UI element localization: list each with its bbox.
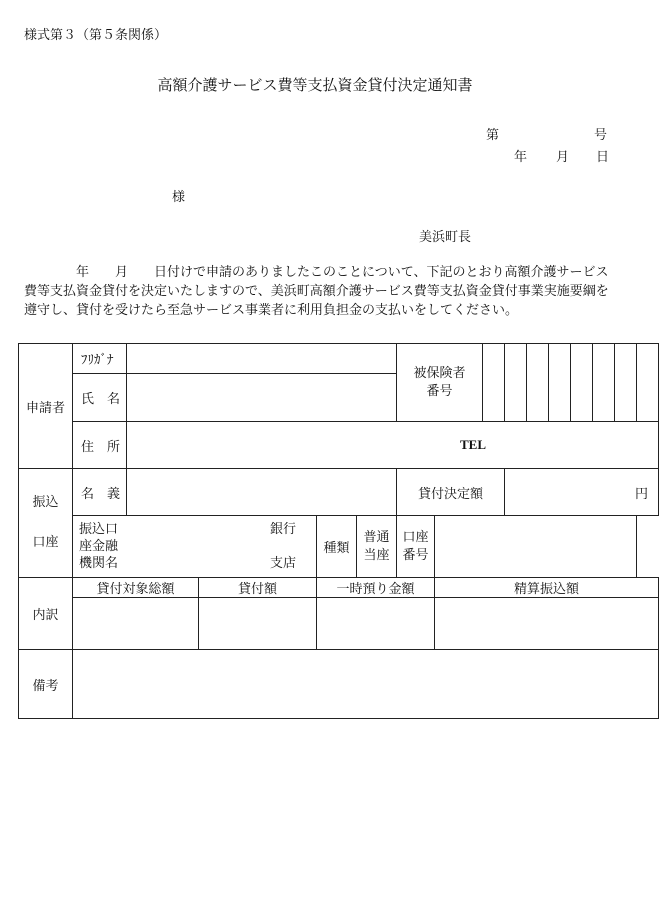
account-holder-field[interactable] <box>127 469 397 516</box>
notice-body: 年 月 日付けで申請のありましたこのことについて、下記のとおり高額介護サービス費等支払資金貸付を決定いたしますので、美浜町高額介護サービス費等支払資金貸付事業実施要綱を遵守し、貸付を受けたら至急サービス事業者に利用負担金の支払いをしてください。 <box>24 265 609 318</box>
furigana-label: ﾌﾘｶﾞﾅ <box>73 344 127 374</box>
col-deposit-header: 一時預り金額 <box>317 578 435 598</box>
insured-number-label: 被保険者 番号 <box>397 344 483 422</box>
insured-digit-5[interactable] <box>571 344 593 422</box>
document-title: 高額介護サービス費等支払資金貸付決定通知書 <box>157 76 473 94</box>
insured-digit-3[interactable] <box>527 344 549 422</box>
loan-decision-label: 貸付決定額 <box>397 469 505 516</box>
furigana-field[interactable] <box>127 344 397 374</box>
address-field[interactable] <box>127 422 659 469</box>
issuer: 美浜町長 <box>419 230 472 245</box>
addressee-suffix: 様 <box>172 190 186 205</box>
insured-digit-7[interactable] <box>615 344 637 422</box>
insured-digit-2[interactable] <box>505 344 527 422</box>
date-day: 日 <box>596 150 610 165</box>
loan-decision-amount[interactable] <box>505 469 659 516</box>
branch-suffix: 支店 <box>269 556 296 571</box>
form-number-label: 様式第３（第５条関係） <box>24 28 168 43</box>
number-prefix: 第 <box>486 128 500 143</box>
insured-digit-8[interactable] <box>637 344 659 422</box>
settlement-amount-field[interactable] <box>435 598 659 650</box>
date-month: 月 <box>556 150 570 165</box>
col-loan-header: 貸付額 <box>199 578 317 598</box>
account-number-label: 口座 番号 <box>397 516 435 578</box>
bank-name-field[interactable]: 振込口 銀行 座金融 機関名 支店 <box>73 516 317 578</box>
bank-suffix: 銀行 <box>269 522 296 537</box>
remarks-field[interactable] <box>73 650 659 719</box>
address-label: 住 所 <box>73 422 127 469</box>
tel-label: TEL <box>460 437 487 452</box>
yen-label: 円 <box>635 486 649 502</box>
number-suffix: 号 <box>594 128 608 143</box>
account-holder-label: 名 義 <box>73 469 127 516</box>
col-total-header: 貸付対象総額 <box>73 578 199 598</box>
account-type-options[interactable]: 普通 当座 <box>357 516 397 578</box>
insured-digit-6[interactable] <box>593 344 615 422</box>
total-amount-field[interactable] <box>73 598 199 650</box>
breakdown-label: 内訳 <box>19 578 73 650</box>
transfer-account-label: 振込 口座 <box>19 469 73 578</box>
deposit-amount-field[interactable] <box>317 598 435 650</box>
insured-digit-4[interactable] <box>549 344 571 422</box>
name-label: 氏 名 <box>73 374 127 422</box>
applicant-label: 申請者 <box>19 344 73 469</box>
insured-digit-1[interactable] <box>483 344 505 422</box>
remarks-label: 備考 <box>19 650 73 719</box>
loan-amount-field[interactable] <box>199 598 317 650</box>
loan-table <box>18 343 659 719</box>
col-settlement-header: 精算振込額 <box>435 578 659 598</box>
name-field[interactable] <box>127 374 397 422</box>
date-year: 年 <box>514 150 528 165</box>
account-type-label: 種類 <box>317 516 357 578</box>
account-number-field[interactable] <box>435 516 637 578</box>
